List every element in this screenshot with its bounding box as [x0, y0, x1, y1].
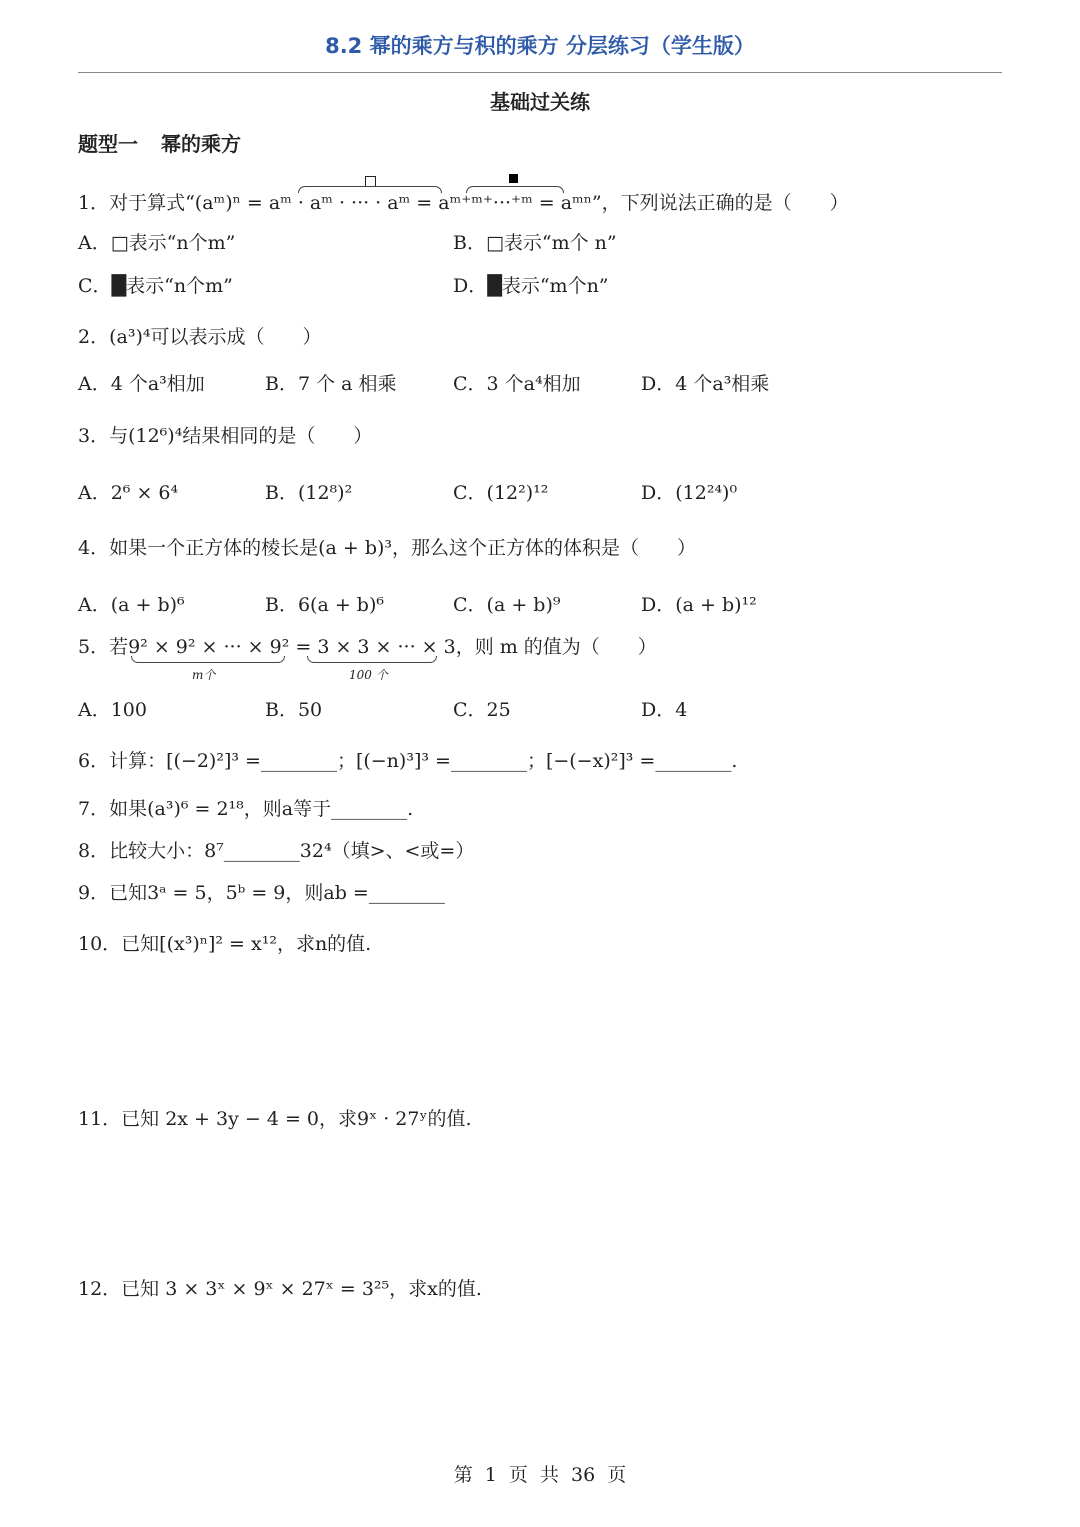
page-footer: 第 1 页 共 36 页: [453, 1464, 627, 1486]
q4-option-c[interactable]: C．(a + b)⁹: [453, 594, 561, 616]
question-1-stem: 1．对于算式“(aᵐ)ⁿ = aᵐ · aᵐ · ··· · aᵐ = aᵐ⁺ᵐ⁺···⁺ᵐ = aᵐⁿ”，下列说法正确的是（ ）: [78, 192, 849, 214]
q4-option-a[interactable]: A．(a + b)⁶: [78, 594, 185, 616]
question-11: 11．已知 2x + 3y − 4 = 0，求9ˣ · 27ʸ的值.: [78, 1108, 472, 1130]
q1-option-a[interactable]: A．□表示“n个m”: [78, 232, 236, 254]
q3-option-a[interactable]: A．2⁶ × 6⁴: [78, 482, 179, 504]
q4-option-b[interactable]: B．6(a + b)⁶: [265, 594, 384, 616]
q4-option-d[interactable]: D．(a + b)¹²: [641, 594, 757, 616]
document-title: 8.2 幂的乘方与积的乘方 分层练习（学生版）: [325, 34, 755, 58]
section-title: 基础过关练: [490, 90, 590, 114]
q5-option-d[interactable]: D．4: [641, 699, 688, 721]
filled-square-marker: [509, 168, 518, 187]
q3-option-d[interactable]: D．(12²⁴)⁰: [641, 482, 738, 504]
q1-option-d[interactable]: D．█表示“m个n”: [453, 275, 609, 297]
q1-option-b[interactable]: B．□表示“m个 n”: [453, 232, 617, 254]
underbrace-m: [131, 656, 285, 663]
question-8: 8．比较大小：8⁷________32⁴（填>、<或=）: [78, 840, 475, 862]
question-3-stem: 3．与(12⁶)⁴结果相同的是（ ）: [78, 425, 373, 447]
underbrace-100: [307, 656, 437, 663]
header-divider: [78, 72, 1002, 73]
question-6: 6．计算：[(−2)²]³ =________；[(−n)³]³ =________；[−(−x)²]³ =________.: [78, 750, 738, 772]
q2-option-c[interactable]: C．3 个a⁴相加: [453, 373, 581, 395]
q5-option-a[interactable]: A．100: [78, 699, 147, 721]
topic-heading: 题型一 幂的乘方: [78, 132, 241, 156]
question-2-stem: 2．(a³)⁴可以表示成（ ）: [78, 326, 322, 348]
underbrace-m-label: m个: [192, 668, 216, 682]
q3-option-c[interactable]: C．(12²)¹²: [453, 482, 549, 504]
q2-option-b[interactable]: B．7 个 a 相乘: [265, 373, 397, 395]
q1-option-c[interactable]: C．█表示“n个m”: [78, 275, 233, 297]
q3-option-b[interactable]: B．(12⁸)²: [265, 482, 353, 504]
underbrace-100-label: 100 个: [349, 668, 388, 682]
q5-option-c[interactable]: C．25: [453, 699, 511, 721]
question-7: 7．如果(a³)⁶ = 2¹⁸，则a等于________.: [78, 798, 414, 820]
question-9: 9．已知3ᵃ = 5，5ᵇ = 9，则ab =________: [78, 882, 445, 904]
question-4-stem: 4．如果一个正方体的棱长是(a + b)³，那么这个正方体的体积是（ ）: [78, 537, 697, 559]
question-12: 12．已知 3 × 3ˣ × 9ˣ × 27ˣ = 3²⁵，求x的值.: [78, 1278, 482, 1300]
question-5-stem: 5．若9² × 9² × ··· × 9² = 3 × 3 × ··· × 3，则 m 的值为（ ）: [78, 636, 657, 658]
q2-option-a[interactable]: A．4 个a³相加: [78, 373, 205, 395]
question-10: 10．已知[(x³)ⁿ]² = x¹²，求n的值.: [78, 933, 372, 955]
q5-option-b[interactable]: B．50: [265, 699, 323, 721]
q2-option-d[interactable]: D．4 个a³相乘: [641, 373, 770, 395]
